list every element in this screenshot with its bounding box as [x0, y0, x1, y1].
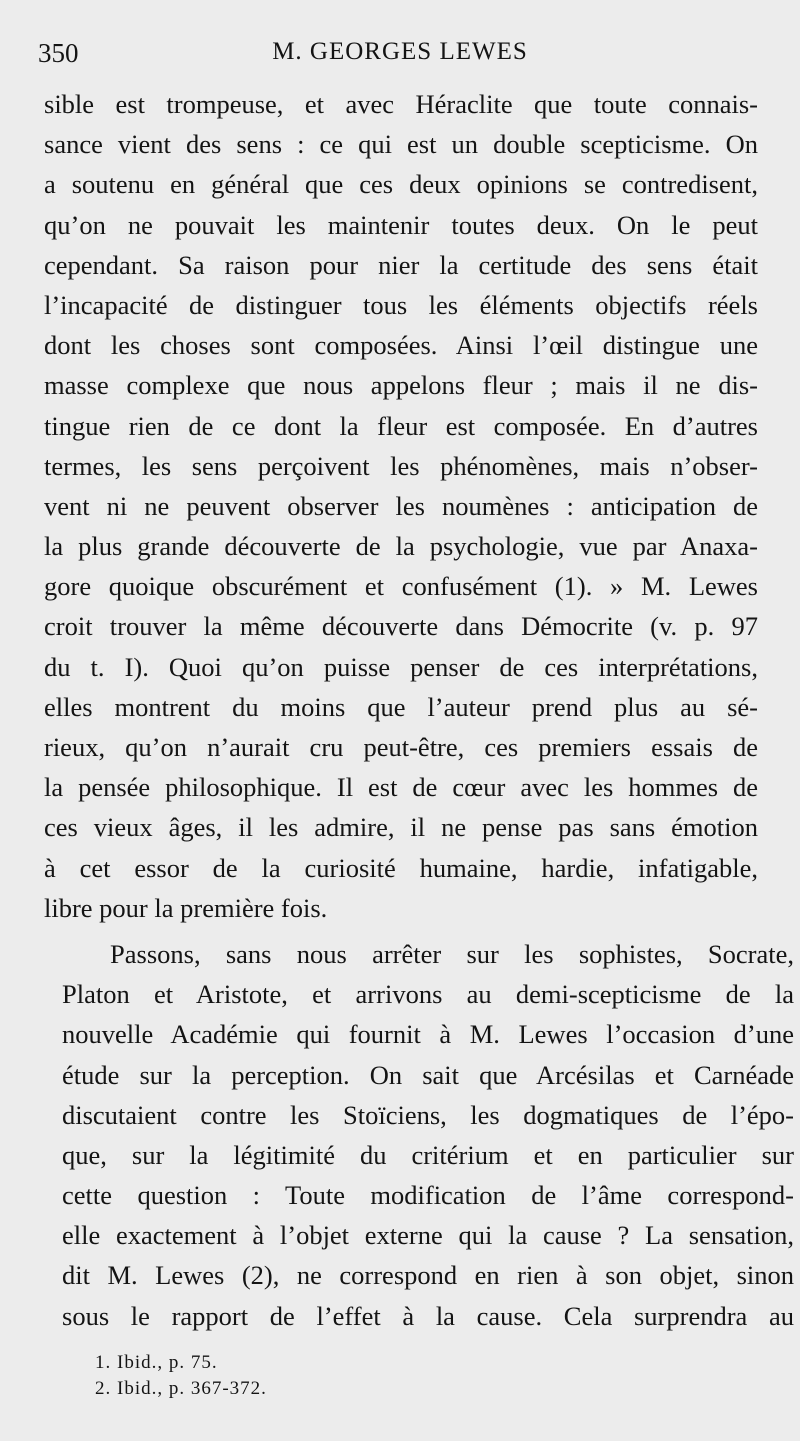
text-line: rieux, qu’on n’aurait cru peut-être, ces premiers essais de — [44, 732, 758, 762]
page-number: 350 — [38, 38, 79, 68]
text-line: à cet essor de la curiosité humaine, hardie, infatigable, — [44, 852, 758, 883]
text-line: elle exactement à l’objet externe qui la cause ? La sensation, — [62, 1220, 794, 1251]
text-line: Passons, sans nous arrêter sur les sophistes, Socrate, — [110, 938, 794, 969]
text-line: la plus grande découverte de la psychologie, vue par Anaxa- — [44, 531, 758, 562]
text-line: sible est trompeuse, et avec Héraclite que toute connais- — [44, 89, 758, 119]
paragraph-1 — [44, 84, 758, 928]
footnotes — [95, 1350, 267, 1402]
text-line: tingue rien de ce dont la fleur est composée. En d’autres — [44, 410, 758, 441]
text-line: du t. I). Quoi qu’on puisse penser de ces interprétations, — [44, 651, 758, 682]
text-line: termes, les sens perçoivent les phénomènes, mais n’obser- — [44, 450, 758, 481]
paragraph-2 — [62, 934, 794, 1336]
text-line: masse complexe que nous appelons fleur ; mais il ne dis- — [44, 370, 758, 401]
text-line: gore quoique obscurément et confusément (1). » M. Lewes — [44, 571, 758, 602]
text-line: elles montrent du moins que l’auteur prend plus au sé- — [44, 691, 758, 722]
footnote-1: 1. Ibid., p. 75. — [95, 1352, 218, 1373]
footnote-2: 2. Ibid., p. 367-372. — [95, 1378, 267, 1399]
text-line: nouvelle Académie qui fournit à M. Lewes l’occasion d’une — [62, 1019, 794, 1050]
text-line: croit trouver la même découverte dans Démocrite (v. p. 97 — [44, 611, 758, 642]
text-line: cette question : Toute modification de l’âme correspond- — [62, 1180, 794, 1211]
text-line: a soutenu en général que ces deux opinions se contredisent, — [44, 169, 758, 200]
text-line: Platon et Aristote, et arrivons au demi-scepticisme de la — [62, 979, 794, 1010]
text-line: que, sur la légitimité du critérium et en particulier sur — [62, 1139, 794, 1170]
body-text — [44, 84, 794, 1336]
text-line: sous le rapport de l’effet à la cause. Cela surprendra au — [62, 1300, 794, 1331]
text-line: ces vieux âges, il les admire, il ne pense pas sans émotion — [44, 812, 758, 843]
page-header — [38, 38, 762, 74]
text-line: dont les choses sont composées. Ainsi l’œil distingue une — [44, 330, 758, 361]
text-line: libre pour la première fois. — [44, 892, 328, 923]
text-line: étude sur la perception. On sait que Arcésilas et Carnéade — [62, 1059, 794, 1090]
text-line: discutaient contre les Stoïciens, les dogmatiques de l’épo- — [62, 1099, 794, 1130]
text-line: vent ni ne peuvent observer les noumènes : anticipation de — [44, 490, 758, 521]
running-title: M. GEORGES LEWES — [272, 38, 528, 65]
text-line: l’incapacité de distinguer tous les éléments objectifs réels — [44, 289, 758, 320]
text-line: sance vient des sens : ce qui est un double scepticisme. On — [44, 129, 758, 160]
text-line: la pensée philosophique. Il est de cœur avec les hommes de — [44, 772, 758, 803]
text-line: cependant. Sa raison pour nier la certitude des sens était — [44, 249, 758, 280]
text-line: dit M. Lewes (2), ne correspond en rien à son objet, sinon — [62, 1260, 794, 1291]
text-line: qu’on ne pouvait les maintenir toutes deux. On le peut — [44, 209, 758, 240]
